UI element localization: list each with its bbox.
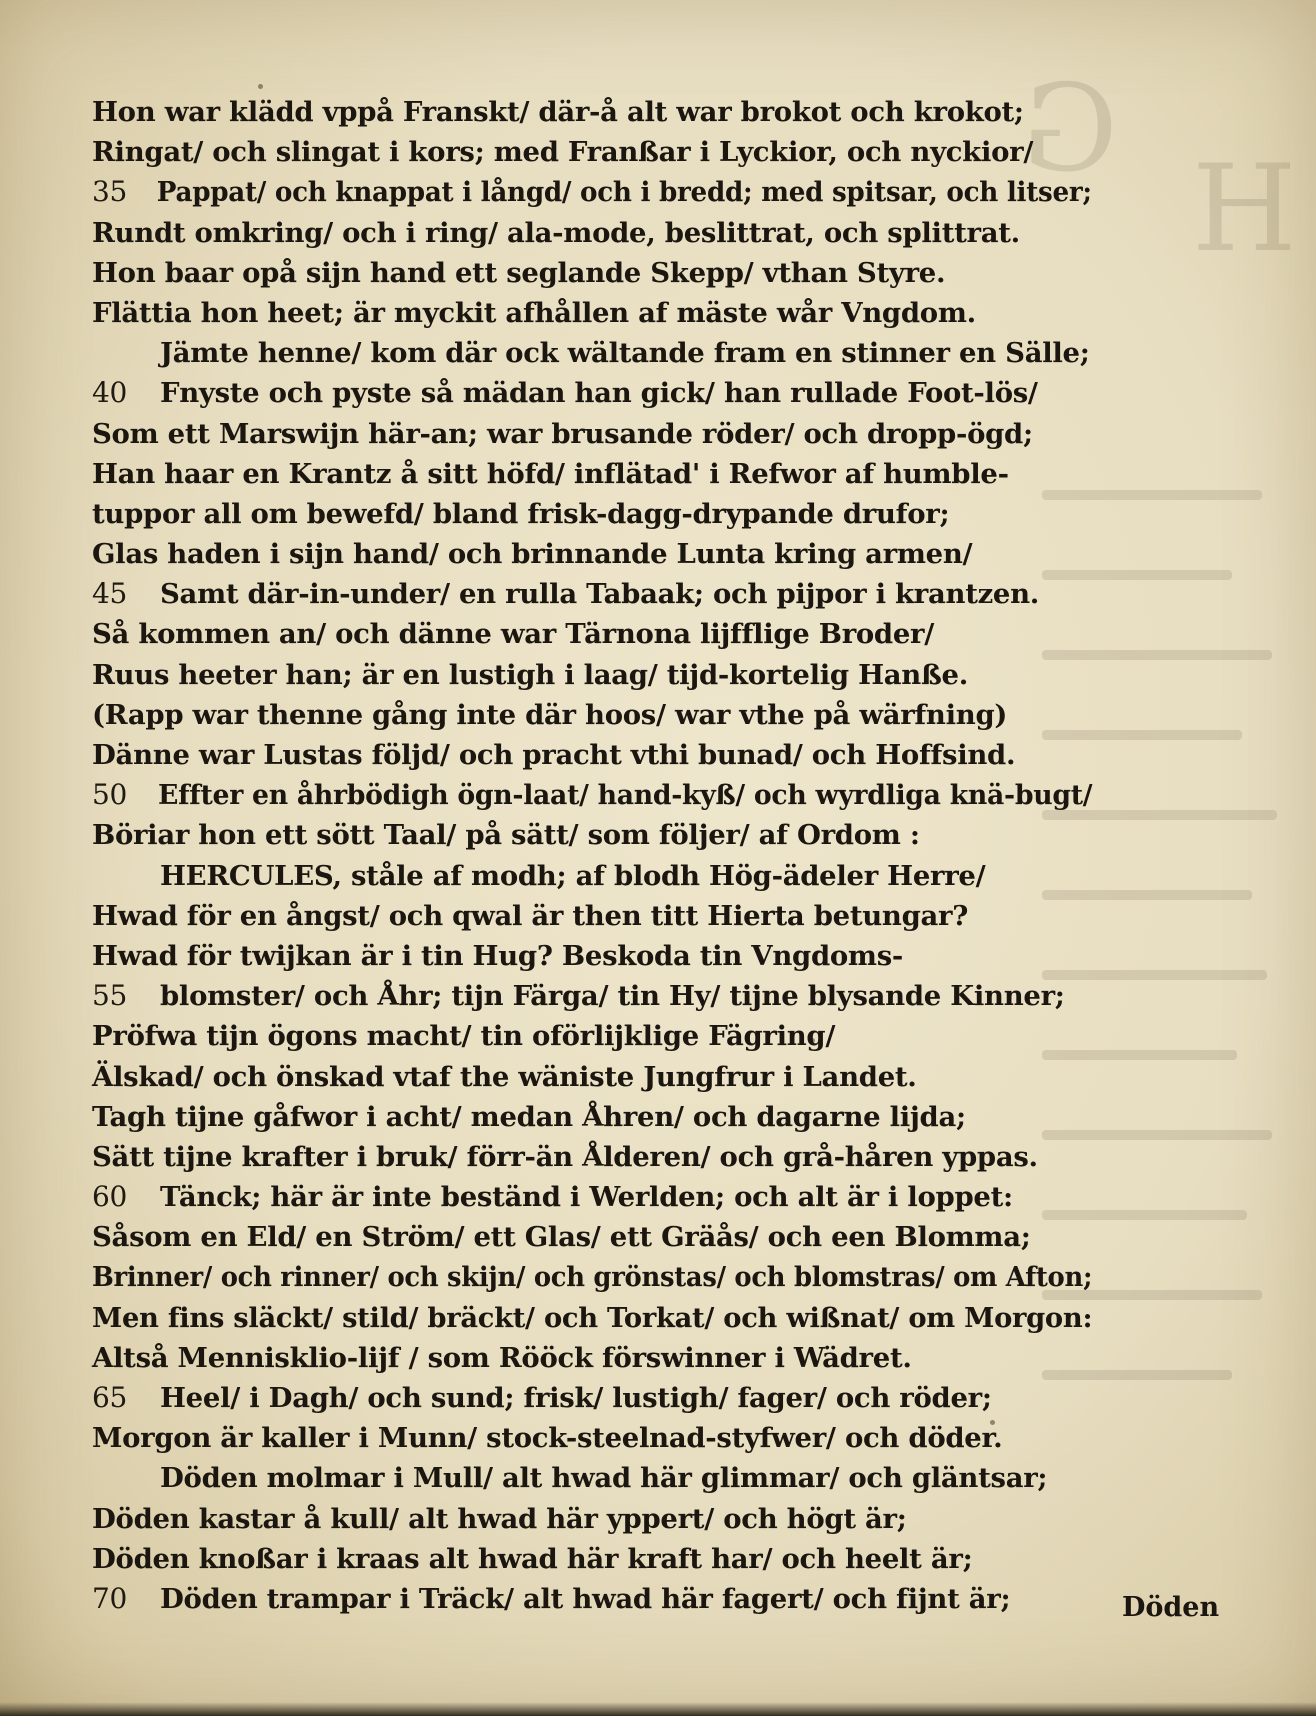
verse-line (92, 494, 1092, 534)
verse-line (92, 172, 1092, 212)
verse-line (92, 132, 1092, 172)
verse-line-text: Hwad för twijkan är i tin Hug? Beskoda tin Vngdoms- (92, 939, 904, 972)
verse-line (92, 333, 1092, 373)
verse-line-text: Pröfwa tijn ögons macht/ tin oförlijklige Fägring/ (92, 1020, 836, 1053)
verse-line (92, 373, 1092, 413)
verse-line-text: HERCULES, ståle af modh; af blodh Hög-ädeler Herre/ (160, 859, 986, 892)
verse-line (92, 936, 1092, 976)
verse-line (92, 856, 1092, 896)
catchword: Döden (1122, 1592, 1220, 1623)
verse-line-text: Altså Mennisklio-lijf / som Rööck förswinner i Wädret. (92, 1341, 912, 1374)
verse-line (92, 1298, 1092, 1338)
verse-line (92, 1057, 1092, 1097)
verse-line (92, 213, 1092, 253)
verse-line (92, 293, 1092, 333)
verse-line (92, 1579, 1092, 1619)
verse-line-text: Såsom en Eld/ en Ström/ ett Glas/ ett Gräås/ och een Blomma; (92, 1221, 1031, 1254)
verse-line (92, 1338, 1092, 1378)
verse-line-text: Döden molmar i Mull/ alt hwad här glimmar/ och gläntsar; (160, 1462, 1048, 1495)
verse-line-text: Älskad/ och önskad vtaf the wäniste Jungfrur i Landet. (92, 1060, 917, 1093)
verse-line (92, 1378, 1092, 1418)
verse-line-text: Döden trampar i Träck/ alt hwad här fagert/ och fijnt är; (160, 1582, 1011, 1615)
verse-line-text: blomster/ och Åhr; tijn Färga/ tin Hy/ tijne blysande Kinner; (160, 980, 1065, 1013)
line-number: 65 (92, 1381, 128, 1414)
verse-line (92, 1499, 1092, 1539)
verse-line-text: Hon baar opå sijn hand ett seglande Skepp/ vthan Styre. (92, 256, 946, 289)
verse-line (92, 1217, 1092, 1257)
verse-line (92, 1539, 1092, 1579)
verse-line-text: Effter en åhrbödigh ögn-laat/ hand-kyß/ och wyrdliga knä-bugt/ (158, 779, 1093, 812)
verse-line-text: Hon war klädd vppå Franskt/ där-å alt war brokot och krokot; (92, 96, 1024, 128)
verse-line-text: Böriar hon ett sött Taal/ på sätt/ som följer/ af Ordom : (92, 819, 920, 852)
verse-line (92, 1418, 1092, 1458)
verse-line (92, 1458, 1092, 1498)
verse-line (92, 414, 1092, 454)
page-bottom-edge (0, 1702, 1316, 1716)
verse-line (92, 574, 1092, 614)
bleed-initial: H (1192, 140, 1297, 279)
verse-line (92, 454, 1092, 494)
verse-line (92, 1097, 1092, 1137)
verse-line-text: Morgon är kaller i Munn/ stock-steelnad-styfwer/ och döder. (92, 1422, 1003, 1455)
line-number: 60 (92, 1180, 128, 1214)
verse-line (92, 976, 1092, 1016)
verse-line (92, 92, 1092, 132)
line-number: 35 (92, 175, 128, 209)
verse-line-text: Brinner/ och rinner/ och skijn/ och grönstas/ och blomstras/ om Afton; (92, 1261, 1093, 1294)
line-number: 50 (92, 778, 128, 812)
verse-line-text: Samt där-in-under/ en rulla Tabaak; och pijpor i krantzen. (160, 578, 1040, 611)
verse-line-text: Heel/ i Dagh/ och sund; frisk/ lustigh/ fager/ och röder; (160, 1382, 992, 1414)
verse-line-text: Pappat/ och knappat i långd/ och i bredd; med spitsar, och litser; (156, 176, 1092, 209)
verse-line-text: Tänck; här är inte beständ i Werlden; och alt är i loppet: (160, 1181, 1013, 1214)
verse-line (92, 655, 1092, 695)
verse-line-text: Rundt omkring/ och i ring/ ala-mode, beslittrat, och splittrat. (92, 216, 1020, 249)
verse-line-text: tuppor all om bewefd/ bland frisk-dagg-drypande drufor; (92, 497, 950, 530)
verse-line-text: Så kommen an/ och dänne war Tärnona lijfflige Broder/ (92, 618, 934, 651)
verse-line (92, 775, 1092, 815)
verse-line-text: (Rapp war thenne gång inte där hoos/ war vthe på wärfning) (92, 698, 1008, 731)
verse-line (92, 614, 1092, 654)
line-number: 40 (92, 376, 128, 410)
verse-line (92, 1257, 1092, 1297)
verse-line-text: Sätt tijne krafter i bruk/ förr-än Ålderen/ och grå-håren yppas. (92, 1140, 1038, 1173)
verse-line (92, 695, 1092, 735)
verse-line (92, 1177, 1092, 1217)
verse-line-text: Han haar en Krantz å sitt höfd/ inflätad' i Refwor af humble- (92, 457, 1009, 490)
line-number: 45 (92, 577, 128, 611)
verse-line (92, 253, 1092, 293)
verse-line-text: Men fins släckt/ stild/ bräckt/ och Torkat/ och wißnat/ om Morgon: (92, 1301, 1093, 1334)
verse-line-text: Glas haden i sijn hand/ och brinnande Lunta kring armen/ (92, 538, 973, 571)
bleed-initial: G (1022, 60, 1118, 199)
verse-line-text: Dänne war Lustas följd/ och pracht vthi bunad/ och Hoffsind. (92, 739, 1016, 771)
line-number: 70 (92, 1581, 128, 1615)
verse-line-text: Ruus heeter han; är en lustigh i laag/ tijd-kortelig Hanße. (92, 658, 969, 691)
verse-line-text: Tagh tijne gåfwor i acht/ medan Åhren/ och dagarne lijda; (92, 1100, 966, 1133)
verse-line (92, 1137, 1092, 1177)
verse-line-text: Hwad för en ångst/ och qwal är then titt Hierta betungar? (92, 899, 969, 932)
verse-line (92, 534, 1092, 574)
verse-line-text: Fnyste och pyste så mädan han gick/ han rullade Foot-lös/ (160, 377, 1038, 410)
line-number: 55 (92, 979, 128, 1013)
verse-line (92, 735, 1092, 775)
verse-line (92, 815, 1092, 855)
verse-line-text: Döden kastar å kull/ alt hwad här yppert/ och högt är; (92, 1502, 907, 1535)
verse-text (92, 92, 1092, 1619)
verse-line-text: Döden knoßar i kraas alt hwad här kraft har/ och heelt är; (92, 1542, 973, 1575)
verse-line-text: Ringat/ och slingat i kors; med Franßar i Lyckior, och nyckior/ (92, 136, 1034, 169)
verse-line (92, 896, 1092, 936)
verse-line-text: Som ett Marswijn här-an; war brusande röder/ och dropp-ögd; (92, 417, 1033, 450)
paper-speck (258, 84, 263, 89)
verse-line-text: Flättia hon heet; är myckit afhållen af mäste wår Vngdom. (92, 296, 976, 329)
verse-line (92, 1016, 1092, 1056)
verse-line-text: Jämte henne/ kom där ock wältande fram en stinner en Sälle; (160, 337, 1090, 370)
